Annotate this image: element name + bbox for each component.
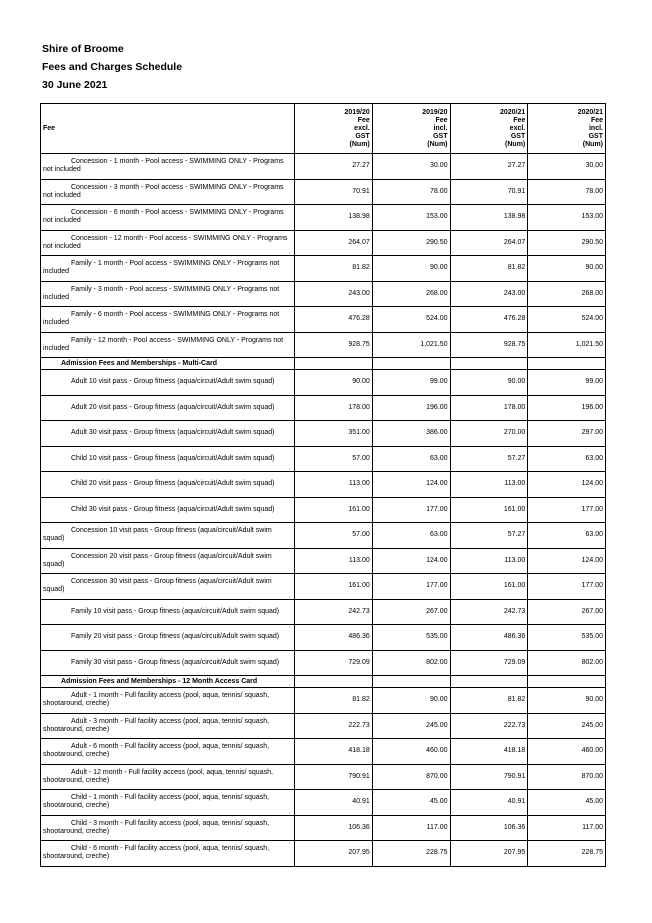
fee-description-line: Concession 30 visit pass - Group fitness (aqua/circuit/Adult swim	[71, 578, 272, 586]
fee-value-cell: 27.27	[450, 154, 528, 180]
section-blank-cell	[450, 358, 528, 370]
fee-description-line: Adult - 3 month - Full facility access (pool, aqua, tennis/ squash,	[71, 717, 270, 725]
fee-value-cell: 222.73	[295, 713, 373, 739]
fee-value-cell: 268.00	[528, 281, 606, 307]
table-row	[41, 625, 606, 651]
fee-description-line: Adult - 12 month - Full facility access (pool, aqua, tennis/ squash,	[71, 768, 273, 776]
fee-value-cell: 264.07	[295, 230, 373, 256]
fee-description-line: Child - 6 month - Full facility access (pool, aqua, tennis/ squash,	[71, 845, 270, 853]
fee-description-line: Child 20 visit pass - Group fitness (aqua/circuit/Adult swim squad)	[71, 480, 275, 488]
fee-value-cell: 802.00	[528, 650, 606, 676]
fee-value-cell: 99.00	[528, 370, 606, 396]
fee-value-cell: 222.73	[450, 713, 528, 739]
fee-value-cell: 460.00	[528, 739, 606, 765]
fee-value-cell: 264.07	[450, 230, 528, 256]
fee-value-cell: 177.00	[372, 497, 450, 523]
fee-value-cell: 161.00	[295, 497, 373, 523]
fee-description-line: Concession - 1 month - Pool access - SWIMMING ONLY - Programs	[71, 158, 284, 166]
fee-value-cell: 290.50	[528, 230, 606, 256]
column-header-2020-21-incl: 2020/21 Fee incl. GST (Num)	[528, 104, 606, 154]
section-title: Admission Fees and Memberships - Multi-Card	[41, 358, 295, 370]
fee-description-line: Concession 20 visit pass - Group fitness (aqua/circuit/Adult swim	[71, 552, 272, 560]
fee-value-cell: 870.00	[372, 764, 450, 790]
fee-value-cell: 870.00	[528, 764, 606, 790]
table-row	[41, 650, 606, 676]
fee-value-cell: 124.00	[372, 472, 450, 498]
fee-value-cell: 486.36	[450, 625, 528, 651]
fee-value-cell: 1,021.50	[372, 332, 450, 358]
fee-value-cell: 242.73	[295, 599, 373, 625]
fee-value-cell: 928.75	[295, 332, 373, 358]
table-row	[41, 421, 606, 447]
fee-value-cell: 124.00	[528, 548, 606, 574]
fee-value-cell: 790.91	[450, 764, 528, 790]
fee-value-cell: 113.00	[450, 548, 528, 574]
fee-value-cell: 57.00	[295, 446, 373, 472]
table-header-row	[41, 104, 606, 154]
table-row	[41, 764, 606, 790]
fee-value-cell: 177.00	[528, 497, 606, 523]
fee-value-cell: 78.00	[528, 179, 606, 205]
section-blank-cell	[372, 676, 450, 688]
fee-description-line: Child 30 visit pass - Group fitness (aqua/circuit/Adult swim squad)	[71, 505, 275, 513]
fee-value-cell: 245.00	[372, 713, 450, 739]
column-header-2019-20-excl: 2019/20 Fee excl. GST (Num)	[295, 104, 373, 154]
fee-value-cell: 63.00	[372, 523, 450, 549]
table-row	[41, 497, 606, 523]
fee-description-line: not included	[43, 217, 81, 225]
table-row	[41, 154, 606, 180]
table-row	[41, 446, 606, 472]
fee-value-cell: 476.28	[295, 307, 373, 333]
table-row	[41, 307, 606, 333]
table-row	[41, 574, 606, 600]
fee-value-cell: 242.73	[450, 599, 528, 625]
fee-value-cell: 535.00	[372, 625, 450, 651]
fee-description	[41, 650, 295, 676]
fee-value-cell: 106.36	[450, 815, 528, 841]
fee-column-header: Fee	[41, 104, 295, 154]
fee-value-cell: 729.09	[295, 650, 373, 676]
fee-description	[41, 154, 295, 180]
column-header-2019-20-incl: 2019/20 Fee incl. GST (Num)	[372, 104, 450, 154]
fee-value-cell: 524.00	[372, 307, 450, 333]
fee-description-line: shootaround, creche)	[43, 751, 110, 759]
fee-value-cell: 207.95	[450, 841, 528, 867]
fee-value-cell: 81.82	[295, 256, 373, 282]
fee-description	[41, 179, 295, 205]
fee-description-line: Family 30 visit pass - Group fitness (aqua/circuit/Adult swim squad)	[71, 658, 280, 666]
fee-description-line: Adult - 6 month - Full facility access (pool, aqua, tennis/ squash,	[71, 743, 270, 751]
fee-description	[41, 446, 295, 472]
fee-value-cell: 418.18	[295, 739, 373, 765]
fee-description-line: shootaround, creche)	[43, 827, 110, 835]
fee-description	[41, 841, 295, 867]
fee-value-cell: 90.00	[528, 688, 606, 714]
fee-value-cell: 153.00	[528, 205, 606, 231]
organisation-name: Shire of Broome	[42, 43, 124, 55]
fee-value-cell: 178.00	[295, 395, 373, 421]
fee-description-line: squad)	[43, 560, 65, 568]
fee-value-cell: 243.00	[295, 281, 373, 307]
fee-description-line: Family - 6 month - Pool access - SWIMMING ONLY - Programs not	[71, 311, 280, 319]
fee-value-cell: 268.00	[372, 281, 450, 307]
fee-description-line: Family - 12 month - Pool access - SWIMMING ONLY - Programs not	[71, 336, 284, 344]
table-row	[41, 230, 606, 256]
fee-value-cell: 90.00	[528, 256, 606, 282]
section-title: Admission Fees and Memberships - 12 Month Access Card	[41, 676, 295, 688]
fee-value-cell: 196.00	[528, 395, 606, 421]
fee-value-cell: 90.00	[372, 256, 450, 282]
fee-value-cell: 1,021.50	[528, 332, 606, 358]
table-row	[41, 256, 606, 282]
fee-value-cell: 124.00	[528, 472, 606, 498]
fee-value-cell: 524.00	[528, 307, 606, 333]
fee-description-line: included	[43, 293, 70, 301]
fee-value-cell: 386.00	[372, 421, 450, 447]
fee-description-line: Family - 3 month - Pool access - SWIMMING ONLY - Programs not	[71, 285, 280, 293]
fee-description-line: not included	[43, 191, 81, 199]
table-row	[41, 281, 606, 307]
fee-value-cell: 790.91	[295, 764, 373, 790]
fee-description-line: shootaround, creche)	[43, 700, 110, 708]
fee-value-cell: 418.18	[450, 739, 528, 765]
fee-value-cell: 177.00	[372, 574, 450, 600]
fee-value-cell: 40.91	[295, 790, 373, 816]
table-row	[41, 790, 606, 816]
fee-value-cell: 63.00	[372, 446, 450, 472]
fee-description	[41, 548, 295, 574]
fee-description	[41, 256, 295, 282]
fee-value-cell: 243.00	[450, 281, 528, 307]
fee-value-cell: 99.00	[372, 370, 450, 396]
fee-value-cell: 124.00	[372, 548, 450, 574]
fees-table-body	[41, 154, 606, 867]
document-title: Fees and Charges Schedule	[42, 61, 183, 73]
fee-value-cell: 81.82	[295, 688, 373, 714]
fee-value-cell: 297.00	[528, 421, 606, 447]
fee-description	[41, 574, 295, 600]
fee-description-line: Adult - 1 month - Full facility access (pool, aqua, tennis/ squash,	[71, 692, 270, 700]
fee-value-cell: 802.00	[372, 650, 450, 676]
fee-value-cell: 113.00	[450, 472, 528, 498]
fee-value-cell: 228.75	[528, 841, 606, 867]
table-row	[41, 688, 606, 714]
fee-value-cell: 153.00	[372, 205, 450, 231]
fee-description-line: not included	[43, 242, 81, 250]
fee-description-line: shootaround, creche)	[43, 725, 110, 733]
fee-value-cell: 117.00	[372, 815, 450, 841]
fee-value-cell: 267.00	[528, 599, 606, 625]
section-header-row	[41, 676, 606, 688]
fee-value-cell: 90.00	[450, 370, 528, 396]
fee-description-line: Child 10 visit pass - Group fitness (aqua/circuit/Adult swim squad)	[71, 454, 275, 462]
fee-description	[41, 497, 295, 523]
fee-value-cell: 63.00	[528, 523, 606, 549]
fee-description	[41, 688, 295, 714]
fee-value-cell: 196.00	[372, 395, 450, 421]
fee-value-cell: 27.27	[295, 154, 373, 180]
fee-description-line: Family - 1 month - Pool access - SWIMMING ONLY - Programs not	[71, 260, 280, 268]
fee-description	[41, 307, 295, 333]
fee-value-cell: 113.00	[295, 472, 373, 498]
table-row	[41, 548, 606, 574]
fee-description	[41, 395, 295, 421]
table-row	[41, 179, 606, 205]
fee-value-cell: 106.36	[295, 815, 373, 841]
fee-value-cell: 476.28	[450, 307, 528, 333]
fee-value-cell: 57.27	[450, 446, 528, 472]
fee-value-cell: 45.00	[528, 790, 606, 816]
fee-description	[41, 230, 295, 256]
table-row	[41, 739, 606, 765]
fee-description-line: included	[43, 268, 70, 276]
fee-value-cell: 228.75	[372, 841, 450, 867]
fee-value-cell: 267.00	[372, 599, 450, 625]
table-row	[41, 332, 606, 358]
fee-description-line: Adult 30 visit pass - Group fitness (aqua/circuit/Adult swim squad)	[71, 429, 275, 437]
fee-description	[41, 205, 295, 231]
fee-description-line: Concession - 6 month - Pool access - SWIMMING ONLY - Programs	[71, 209, 284, 217]
section-blank-cell	[372, 358, 450, 370]
fee-value-cell: 138.98	[295, 205, 373, 231]
fee-value-cell: 90.00	[372, 688, 450, 714]
fee-description-line: Concession - 12 month - Pool access - SWIMMING ONLY - Programs	[71, 234, 288, 242]
fee-value-cell: 161.00	[450, 574, 528, 600]
fee-value-cell: 57.27	[450, 523, 528, 549]
fee-value-cell: 351.00	[295, 421, 373, 447]
fee-value-cell: 928.75	[450, 332, 528, 358]
fee-value-cell: 81.82	[450, 688, 528, 714]
fee-value-cell: 45.00	[372, 790, 450, 816]
table-row	[41, 841, 606, 867]
fee-description	[41, 599, 295, 625]
section-blank-cell	[295, 676, 373, 688]
table-row	[41, 599, 606, 625]
fee-description-line: Concession 10 visit pass - Group fitness (aqua/circuit/Adult swim	[71, 527, 272, 535]
fee-description-line: Child - 1 month - Full facility access (pool, aqua, tennis/ squash,	[71, 794, 270, 802]
fee-description	[41, 523, 295, 549]
section-blank-cell	[295, 358, 373, 370]
table-row	[41, 713, 606, 739]
fee-value-cell: 486.36	[295, 625, 373, 651]
fee-description-line: Child - 3 month - Full facility access (pool, aqua, tennis/ squash,	[71, 819, 270, 827]
fee-value-cell: 113.00	[295, 548, 373, 574]
table-row	[41, 472, 606, 498]
fee-description-line: included	[43, 344, 70, 352]
fee-value-cell: 177.00	[528, 574, 606, 600]
fee-description	[41, 790, 295, 816]
fee-description	[41, 472, 295, 498]
fee-value-cell: 30.00	[372, 154, 450, 180]
fee-description-line: Concession - 3 month - Pool access - SWIMMING ONLY - Programs	[71, 183, 284, 191]
section-blank-cell	[450, 676, 528, 688]
fee-value-cell: 535.00	[528, 625, 606, 651]
fee-description-line: shootaround, creche)	[43, 853, 110, 861]
fee-description-line: Family 20 visit pass - Group fitness (aqua/circuit/Adult swim squad)	[71, 633, 280, 641]
fee-description-line: shootaround, creche)	[43, 776, 110, 784]
fee-value-cell: 729.09	[450, 650, 528, 676]
section-blank-cell	[528, 676, 606, 688]
fee-description	[41, 421, 295, 447]
fee-value-cell: 245.00	[528, 713, 606, 739]
table-row	[41, 205, 606, 231]
fee-value-cell: 81.82	[450, 256, 528, 282]
fee-description	[41, 815, 295, 841]
table-row	[41, 370, 606, 396]
document-date: 30 June 2021	[42, 79, 108, 91]
fee-value-cell: 290.50	[372, 230, 450, 256]
fee-value-cell: 63.00	[528, 446, 606, 472]
fee-value-cell: 270.00	[450, 421, 528, 447]
fee-description	[41, 739, 295, 765]
fee-value-cell: 178.00	[450, 395, 528, 421]
fee-value-cell: 78.00	[372, 179, 450, 205]
fee-description-line: included	[43, 319, 70, 327]
fee-description-line: not included	[43, 166, 81, 174]
fee-description	[41, 370, 295, 396]
fee-value-cell: 117.00	[528, 815, 606, 841]
fee-value-cell: 40.91	[450, 790, 528, 816]
fee-description-line: squad)	[43, 535, 65, 543]
fee-description	[41, 713, 295, 739]
fee-value-cell: 70.91	[450, 179, 528, 205]
fee-value-cell: 70.91	[295, 179, 373, 205]
column-header-2020-21-excl: 2020/21 Fee excl. GST (Num)	[450, 104, 528, 154]
fee-value-cell: 30.00	[528, 154, 606, 180]
fee-description	[41, 332, 295, 358]
fee-description	[41, 625, 295, 651]
fee-value-cell: 161.00	[295, 574, 373, 600]
fee-value-cell: 138.98	[450, 205, 528, 231]
fee-value-cell: 90.00	[295, 370, 373, 396]
fee-description-line: Family 10 visit pass - Group fitness (aqua/circuit/Adult swim squad)	[71, 607, 280, 615]
fee-value-cell: 57.00	[295, 523, 373, 549]
section-blank-cell	[528, 358, 606, 370]
table-row	[41, 523, 606, 549]
fee-value-cell: 460.00	[372, 739, 450, 765]
fee-value-cell: 161.00	[450, 497, 528, 523]
table-row	[41, 815, 606, 841]
fee-value-cell: 207.95	[295, 841, 373, 867]
fee-description-line: shootaround, creche)	[43, 802, 110, 810]
fee-description-line: Adult 10 visit pass - Group fitness (aqua/circuit/Adult swim squad)	[71, 378, 275, 386]
fee-description	[41, 764, 295, 790]
fees-table	[40, 103, 606, 867]
table-row	[41, 395, 606, 421]
fee-description-line: Adult 20 visit pass - Group fitness (aqua/circuit/Adult swim squad)	[71, 403, 275, 411]
section-header-row	[41, 358, 606, 370]
fee-description	[41, 281, 295, 307]
fee-description-line: squad)	[43, 586, 65, 594]
